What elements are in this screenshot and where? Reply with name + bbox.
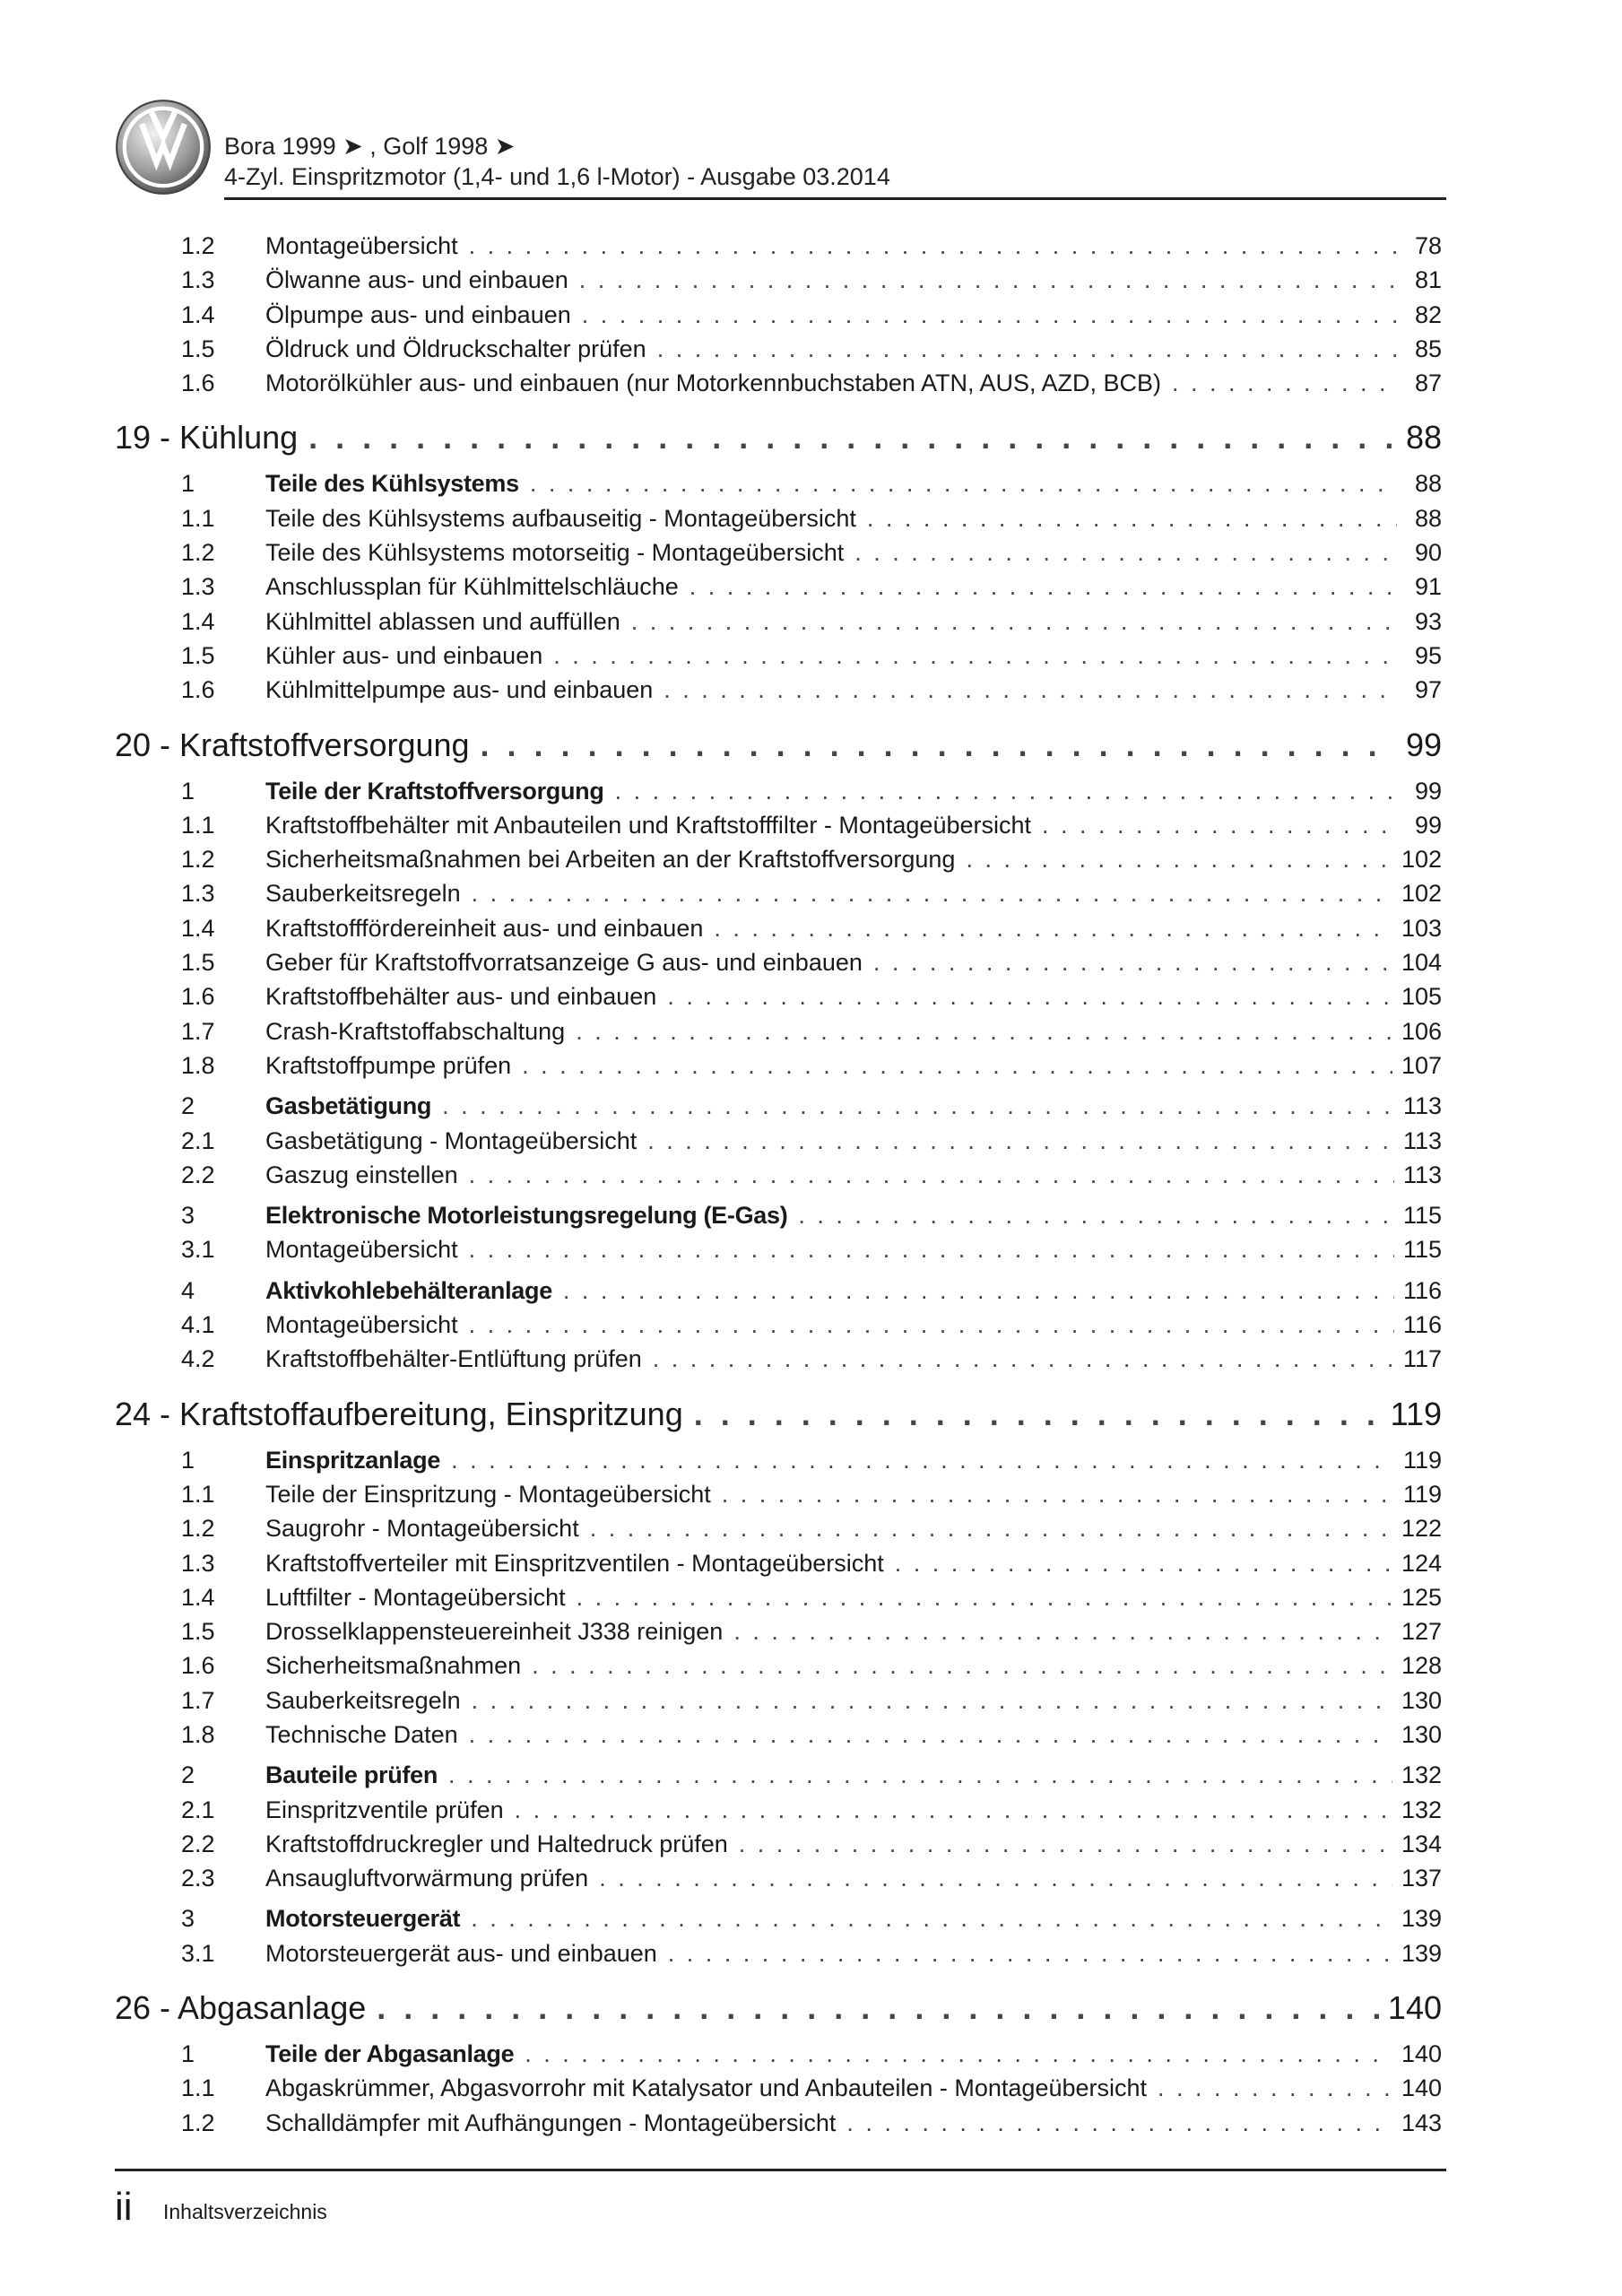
toc-title: Luftfilter - Montageübersicht <box>265 1583 566 1611</box>
toc-chapter[interactable] <box>115 1392 1442 1437</box>
dot-leader <box>647 1124 1394 1158</box>
toc-page: 97 <box>1414 676 1442 704</box>
toc-title: 26 - Abgasanlage <box>115 1989 367 2027</box>
toc-number: 1.6 <box>181 983 215 1011</box>
toc-number: 1.5 <box>181 949 215 977</box>
toc-number: 1.1 <box>181 504 215 532</box>
toc-title: Gasbetätigung <box>265 1092 432 1120</box>
toc-title: Elektronische Motorleistungsregelung (E-Gas) <box>265 1202 788 1230</box>
footer-divider <box>115 2169 1446 2171</box>
toc-entry[interactable] <box>115 1477 1442 1511</box>
toc-title: Kühlmittelpumpe aus- und einbauen <box>265 676 654 704</box>
toc-entry[interactable] <box>115 1232 1442 1266</box>
toc-page: 103 <box>1401 914 1442 942</box>
toc-title: Montageübersicht <box>265 1311 458 1339</box>
toc-title: Bauteile prüfen <box>265 1761 438 1789</box>
toc-number: 1.2 <box>181 846 215 874</box>
toc-number: 1.4 <box>181 1583 215 1611</box>
toc-number: 1.8 <box>181 1051 215 1079</box>
toc-page: 143 <box>1401 2109 1442 2136</box>
toc-page: 128 <box>1401 1652 1442 1680</box>
header-text <box>224 131 890 192</box>
toc-title: Geber für Kraftstoffvorratsanzeige G aus- und einbauen <box>265 949 863 977</box>
toc-entry[interactable] <box>115 1342 1442 1376</box>
toc-section[interactable] <box>115 1274 1442 1308</box>
toc-entry[interactable] <box>115 1614 1442 1648</box>
dot-leader <box>553 639 1397 673</box>
dot-leader <box>615 774 1397 808</box>
toc-page: 102 <box>1401 880 1442 908</box>
dot-leader <box>582 298 1397 332</box>
dot-leader <box>563 1274 1394 1308</box>
toc-page: 99 <box>1405 726 1442 763</box>
dot-leader <box>576 1014 1392 1048</box>
toc-page: 93 <box>1414 607 1442 635</box>
toc-number: 1.5 <box>181 1618 215 1646</box>
toc-number: 1.5 <box>181 335 215 362</box>
toc-page: 139 <box>1401 1939 1442 1967</box>
toc-title: Sauberkeitsregeln <box>265 1686 461 1714</box>
toc-number: 1.1 <box>181 2074 215 2102</box>
dot-leader <box>895 1546 1392 1580</box>
toc-title: Motorsteuergerät <box>265 1905 461 1933</box>
dot-leader <box>798 1198 1394 1232</box>
toc-title: Kühlmittel ablassen und auffüllen <box>265 607 620 635</box>
toc-page: 113 <box>1402 1092 1442 1120</box>
toc-title: Motorsteuergerät aus- und einbauen <box>265 1939 657 1967</box>
toc-number: 1 <box>181 777 195 804</box>
dot-leader <box>739 1827 1392 1861</box>
dot-leader <box>451 1443 1394 1477</box>
toc-entry[interactable] <box>115 673 1442 707</box>
toc-page: 105 <box>1401 983 1442 1011</box>
toc-title: Kraftstofffördereinheit aus- und einbauen <box>265 914 704 942</box>
toc-page: 134 <box>1401 1830 1442 1857</box>
dot-leader <box>854 535 1397 570</box>
dot-leader <box>469 1158 1394 1192</box>
dot-leader <box>377 1986 1379 2031</box>
toc-number: 1.4 <box>181 300 215 328</box>
toc-number: 2 <box>181 1092 195 1120</box>
toc-section[interactable] <box>115 466 1442 500</box>
toc-number: 1.7 <box>181 1686 215 1714</box>
toc-title: Gasbetätigung - Montageübersicht <box>265 1126 638 1154</box>
toc-chapter[interactable] <box>115 1986 1442 2031</box>
toc-entry[interactable] <box>115 1158 1442 1192</box>
toc-entry[interactable] <box>115 2106 1442 2140</box>
toc-entry[interactable] <box>115 263 1442 297</box>
toc-title: Drosselklappensteuereinheit J338 reinigen <box>265 1618 724 1646</box>
toc-number: 1.3 <box>181 880 215 908</box>
toc-title: 20 - Kraftstoffversorgung <box>115 726 470 763</box>
toc-number: 1.2 <box>181 539 215 567</box>
toc-number: 1.3 <box>181 573 215 601</box>
toc-title: Montageübersicht <box>265 232 458 259</box>
dot-leader <box>664 673 1397 707</box>
dot-leader <box>522 1048 1392 1083</box>
toc-page: 127 <box>1401 1618 1442 1646</box>
toc-section[interactable] <box>115 1089 1442 1123</box>
toc-page: 81 <box>1414 266 1442 294</box>
toc-entry[interactable] <box>115 1861 1442 1895</box>
toc-title: Sauberkeitsregeln <box>265 880 461 908</box>
toc-number: 1.7 <box>181 1017 215 1045</box>
toc-page: 99 <box>1414 811 1442 839</box>
dot-leader <box>653 1342 1394 1376</box>
toc-number: 1.5 <box>181 641 215 669</box>
dot-leader <box>515 1793 1392 1827</box>
toc-page: 87 <box>1414 370 1442 397</box>
toc-page: 107 <box>1401 1051 1442 1079</box>
dot-leader <box>481 723 1397 768</box>
toc-title: Einspritzventile prüfen <box>265 1796 504 1823</box>
dot-leader <box>846 2106 1392 2140</box>
toc-title: Abgaskrümmer, Abgasvorrohr mit Katalysator und Anbauteilen - Montageübersicht <box>265 2074 1148 2102</box>
header-vehicle: Bora 1999 ➤ , Golf 1998 ➤ <box>224 133 516 160</box>
toc-page: 117 <box>1402 1345 1442 1373</box>
toc-title: Teile der Einspritzung - Montageübersicht <box>265 1480 711 1508</box>
toc-entry[interactable] <box>115 1014 1442 1048</box>
toc-title: Sicherheitsmaßnahmen <box>265 1652 522 1680</box>
table-of-contents <box>115 229 1442 2140</box>
toc-page: 130 <box>1401 1720 1442 1748</box>
dot-leader <box>657 332 1397 366</box>
toc-entry[interactable] <box>115 535 1442 570</box>
dot-leader <box>1042 808 1397 842</box>
toc-page: 140 <box>1401 2040 1442 2068</box>
toc-title: Schalldämpfer mit Aufhängungen - Montageübersicht <box>265 2109 837 2136</box>
toc-entry[interactable] <box>115 1793 1442 1827</box>
dot-leader <box>694 1392 1382 1437</box>
toc-title: Ansaugluftvorwärmung prüfen <box>265 1865 589 1892</box>
dot-leader <box>733 1614 1392 1648</box>
vw-logo-icon <box>115 99 212 196</box>
dot-leader <box>1172 366 1397 400</box>
dot-leader <box>469 1232 1394 1266</box>
toc-page: 140 <box>1401 2074 1442 2102</box>
toc-title: Gaszug einstellen <box>265 1161 458 1188</box>
toc-page: 140 <box>1387 1989 1442 2027</box>
toc-entry[interactable] <box>115 1048 1442 1083</box>
toc-title: Einspritzanlage <box>265 1446 441 1474</box>
toc-page: 119 <box>1390 1395 1442 1432</box>
toc-number: 2.3 <box>181 1865 215 1892</box>
toc-title: Crash-Kraftstoffabschaltung <box>265 1017 566 1045</box>
toc-page: 115 <box>1402 1202 1442 1230</box>
toc-entry[interactable] <box>115 1511 1442 1545</box>
toc-number: 3.1 <box>181 1939 215 1967</box>
dot-leader <box>873 945 1392 979</box>
toc-title: Montageübersicht <box>265 1236 458 1264</box>
dot-leader <box>448 1758 1392 1792</box>
toc-page: 115 <box>1402 1236 1442 1264</box>
toc-title: Sicherheitsmaßnahmen bei Arbeiten an der Kraftstoffversorgung <box>265 846 956 874</box>
toc-entry[interactable] <box>115 979 1442 1013</box>
dot-leader <box>690 570 1397 604</box>
toc-number: 1.6 <box>181 1652 215 1680</box>
toc-entry[interactable] <box>115 1308 1442 1342</box>
toc-page: 88 <box>1414 504 1442 532</box>
dot-leader <box>579 263 1397 297</box>
toc-entry[interactable] <box>115 1718 1442 1752</box>
toc-page: 91 <box>1414 573 1442 601</box>
toc-entry[interactable] <box>115 639 1442 673</box>
toc-title: Motorölkühler aus- und einbauen (nur Motorkennbuchstaben ATN, AUS, AZD, BCB) <box>265 370 1162 397</box>
toc-page: 88 <box>1405 419 1442 457</box>
toc-title: Teile der Abgasanlage <box>265 2040 515 2068</box>
toc-section[interactable] <box>115 2037 1442 2071</box>
toc-page: 102 <box>1401 846 1442 874</box>
dot-leader <box>472 1683 1392 1718</box>
toc-page: 122 <box>1401 1515 1442 1543</box>
toc-number: 1 <box>181 1446 195 1474</box>
toc-page: 78 <box>1414 232 1442 259</box>
toc-number: 3 <box>181 1905 195 1933</box>
toc-page: 113 <box>1402 1126 1442 1154</box>
toc-entry[interactable] <box>115 298 1442 332</box>
dot-leader <box>1158 2071 1392 2105</box>
toc-number: 1.4 <box>181 914 215 942</box>
toc-title: 19 - Kühlung <box>115 419 299 457</box>
toc-entry[interactable] <box>115 501 1442 535</box>
dot-leader <box>599 1861 1392 1895</box>
toc-page: 82 <box>1414 300 1442 328</box>
toc-number: 1.3 <box>181 266 215 294</box>
toc-number: 2.2 <box>181 1161 215 1188</box>
toc-title: Kraftstoffpumpe prüfen <box>265 1051 512 1079</box>
dot-leader <box>469 229 1397 263</box>
toc-entry[interactable] <box>115 808 1442 842</box>
dot-leader <box>668 1936 1392 1970</box>
toc-title: Kraftstoffbehälter mit Anbauteilen und Kraftstofffilter - Montageübersicht <box>265 811 1031 839</box>
toc-title: Technische Daten <box>265 1720 458 1748</box>
toc-number: 1.1 <box>181 1480 215 1508</box>
footer-label: Inhaltsverzeichnis <box>163 2200 327 2223</box>
toc-entry[interactable] <box>115 570 1442 604</box>
toc-title: Kraftstoffverteiler mit Einspritzventilen - Montageübersicht <box>265 1549 884 1577</box>
toc-entry[interactable] <box>115 1124 1442 1158</box>
header-divider <box>224 197 1446 200</box>
toc-page: 113 <box>1402 1161 1442 1188</box>
toc-number: 2 <box>181 1761 195 1789</box>
toc-number: 3.1 <box>181 1236 215 1264</box>
toc-entry[interactable] <box>115 911 1442 945</box>
dot-leader <box>714 911 1392 945</box>
toc-number: 1.2 <box>181 1515 215 1543</box>
toc-number: 1.2 <box>181 2109 215 2136</box>
toc-page: 88 <box>1414 470 1442 498</box>
toc-entry[interactable] <box>115 1546 1442 1580</box>
toc-title: Öldruck und Öldruckschalter prüfen <box>265 335 646 362</box>
toc-page: 139 <box>1401 1905 1442 1933</box>
toc-title: Teile des Kühlsystems <box>265 470 519 498</box>
dot-leader <box>631 604 1397 639</box>
toc-page: 99 <box>1414 777 1442 804</box>
dot-leader <box>532 1648 1392 1683</box>
toc-entry[interactable] <box>115 229 1442 263</box>
toc-entry[interactable] <box>115 1648 1442 1683</box>
toc-title: Teile des Kühlsystems motorseitig - Montageübersicht <box>265 539 845 567</box>
toc-page: 137 <box>1401 1865 1442 1892</box>
toc-title: Ölpumpe aus- und einbauen <box>265 300 571 328</box>
toc-entry[interactable] <box>115 876 1442 910</box>
toc-page: 119 <box>1402 1446 1442 1474</box>
toc-number: 1.8 <box>181 1720 215 1748</box>
toc-number: 2.1 <box>181 1126 215 1154</box>
toc-title: Aktivkohlebehälteranlage <box>265 1276 552 1304</box>
toc-section[interactable] <box>115 1901 1442 1935</box>
toc-page: 85 <box>1414 335 1442 362</box>
toc-title: Ölwanne aus- und einbauen <box>265 266 568 294</box>
toc-chapter[interactable] <box>115 415 1442 460</box>
header-engine: 4-Zyl. Einspritzmotor (1,4- und 1,6 l-Motor) - Ausgabe 03.2014 <box>224 163 890 190</box>
dot-leader <box>308 415 1397 460</box>
toc-section[interactable] <box>115 774 1442 808</box>
toc-section[interactable] <box>115 1198 1442 1232</box>
toc-entry[interactable] <box>115 332 1442 366</box>
toc-section[interactable] <box>115 1443 1442 1477</box>
toc-number: 4.2 <box>181 1345 215 1373</box>
toc-page: 119 <box>1402 1480 1442 1508</box>
toc-title: Kühler aus- und einbauen <box>265 641 543 669</box>
dot-leader <box>469 1718 1392 1752</box>
toc-section[interactable] <box>115 1758 1442 1792</box>
dot-leader <box>469 1308 1394 1342</box>
toc-page: 125 <box>1401 1583 1442 1611</box>
toc-title: Kraftstoffdruckregler und Haltedruck prüfen <box>265 1830 728 1857</box>
toc-number: 4.1 <box>181 1311 215 1339</box>
toc-number: 1.1 <box>181 811 215 839</box>
page-header <box>115 90 1446 199</box>
dot-leader <box>530 466 1397 500</box>
dot-leader <box>590 1511 1392 1545</box>
toc-number: 3 <box>181 1202 195 1230</box>
toc-entry[interactable] <box>115 1683 1442 1718</box>
toc-page: 95 <box>1414 641 1442 669</box>
toc-title: Kraftstoffbehälter aus- und einbauen <box>265 983 657 1011</box>
toc-title: Teile der Kraftstoffversorgung <box>265 777 604 804</box>
toc-number: 1.6 <box>181 370 215 397</box>
toc-page: 130 <box>1401 1686 1442 1714</box>
toc-page: 132 <box>1401 1796 1442 1823</box>
dot-leader <box>442 1089 1394 1123</box>
toc-page: 116 <box>1402 1276 1442 1304</box>
toc-entry[interactable] <box>115 1936 1442 1970</box>
toc-title: Teile des Kühlsystems aufbauseitig - Montageübersicht <box>265 504 856 532</box>
toc-entry[interactable] <box>115 1580 1442 1614</box>
dot-leader <box>867 501 1397 535</box>
toc-entry[interactable] <box>115 945 1442 979</box>
toc-entry[interactable] <box>115 1827 1442 1861</box>
toc-number: 1.4 <box>181 607 215 635</box>
toc-number: 1.3 <box>181 1549 215 1577</box>
toc-page: 132 <box>1401 1761 1442 1789</box>
toc-number: 2.2 <box>181 1830 215 1857</box>
toc-entry[interactable] <box>115 604 1442 639</box>
dot-leader <box>667 979 1392 1013</box>
toc-page: 104 <box>1401 949 1442 977</box>
toc-number: 1.2 <box>181 232 215 259</box>
toc-title: 24 - Kraftstoffaufbereitung, Einspritzung <box>115 1395 683 1432</box>
toc-title: Saugrohr - Montageübersicht <box>265 1515 579 1543</box>
toc-page: 106 <box>1401 1017 1442 1045</box>
toc-page: 90 <box>1414 539 1442 567</box>
toc-entry[interactable] <box>115 2071 1442 2105</box>
dot-leader <box>577 1580 1392 1614</box>
dot-leader <box>722 1477 1394 1511</box>
toc-number: 4 <box>181 1276 195 1304</box>
dot-leader <box>471 1901 1392 1935</box>
toc-title: Anschlussplan für Kühlmittelschläuche <box>265 573 679 601</box>
dot-leader <box>525 2037 1392 2071</box>
toc-number: 1 <box>181 470 195 498</box>
toc-chapter[interactable] <box>115 723 1442 768</box>
toc-entry[interactable] <box>115 366 1442 400</box>
toc-number: 1 <box>181 2040 195 2068</box>
toc-page: 124 <box>1401 1549 1442 1577</box>
toc-entry[interactable] <box>115 842 1442 876</box>
dot-leader <box>472 876 1392 910</box>
footer-page-number: ii <box>115 2185 133 2229</box>
dot-leader <box>966 842 1392 876</box>
toc-page: 116 <box>1402 1311 1442 1339</box>
toc-title: Kraftstoffbehälter-Entlüftung prüfen <box>265 1345 642 1373</box>
toc-number: 1.6 <box>181 676 215 704</box>
toc-number: 2.1 <box>181 1796 215 1823</box>
